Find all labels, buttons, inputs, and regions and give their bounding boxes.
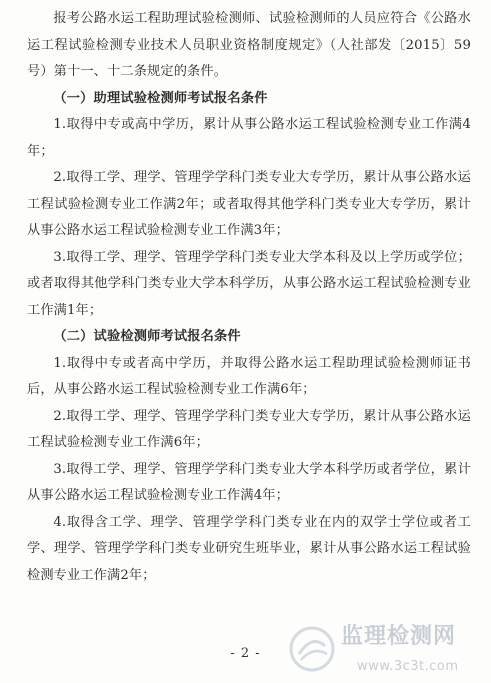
- watermark-brand: 监理检测网: [341, 624, 457, 649]
- page-number: - 2 -: [230, 646, 261, 661]
- assistant-condition-1: 1.取得中专或高中学历，累计从事公路水运工程试验检测专业工作满4年；: [27, 117, 471, 159]
- inspector-condition-3: 3.取得工学、理学、管理学学科门类专业大学本科学历或者学位，累计从事公路水运工程试验检测专业工作满4年；: [27, 461, 471, 503]
- inspector-condition-1: 1.取得中专或者高中学历，并取得公路水运工程助理试验检测师证书后，从事公路水运工程试验检测专业工作满6年；: [27, 355, 471, 397]
- watermark: [283, 622, 483, 678]
- inspector-condition-2: 2.取得工学、理学、管理学学科门类专业大专学历，累计从事公路水运工程试验检测专业工作满6年；: [27, 408, 471, 450]
- watermark-url: www.3c3t.com: [357, 659, 459, 674]
- section-heading-assistant: （一）助理试验检测师考试报名条件: [53, 90, 268, 106]
- inspector-condition-4: 4.取得含工学、理学、管理学学科门类专业在内的双学士学位或者工学、理学、管理学学科门类专业研究生班毕业，累计从事公路水运工程试验检测专业工作满2年；: [27, 514, 471, 583]
- assistant-condition-2: 2.取得工学、理学、管理学学科门类专业大专学历，累计从事公路水运工程试验检测专业工作满2年；或者取得其他学科门类专业大专学历，累计从事公路水运工程试验检测专业工作满3年；: [27, 170, 471, 238]
- watermark-logo-icon: [287, 624, 337, 674]
- assistant-condition-3: 3.取得工学、理学、管理学学科门类专业大学本科及以上学历或学位；或者取得其他学科门类专业大学本科学历，从事公路水运工程试验检测专业工作满1年；: [27, 249, 471, 318]
- document-body: [27, 6, 471, 589]
- section-heading-inspector: （二）试验检测师考试报名条件: [53, 329, 241, 344]
- intro-paragraph: 报考公路水运工程助理试验检测师、试验检测师的人员应符合《公路水运工程试验检测专业技术人员职业资格制度规定》（人社部发〔2015〕59号）第十一、十二条规定的条件。: [27, 11, 471, 79]
